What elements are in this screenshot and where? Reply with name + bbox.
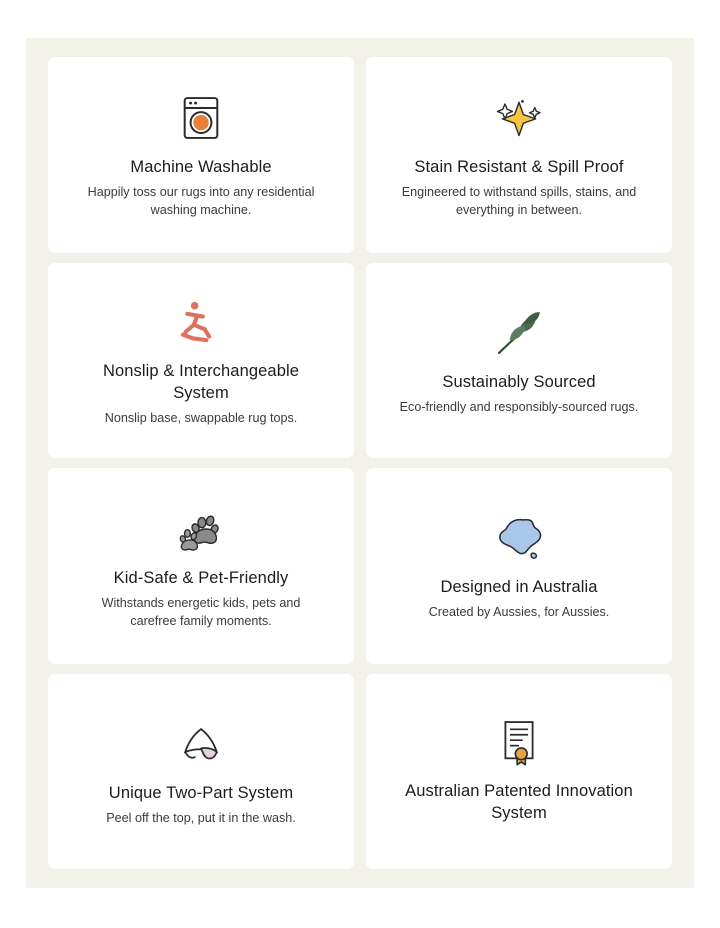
feature-title: Nonslip & Interchangeable System <box>102 362 300 402</box>
feature-title: Machine Washable <box>130 158 272 177</box>
feature-description: Created by Aussies, for Aussies. <box>428 605 610 620</box>
feature-description: Peel off the top, put it in the wash. <box>106 810 296 825</box>
feature-card[interactable] <box>366 468 672 664</box>
feature-title: Stain Resistant & Spill Proof <box>414 158 624 177</box>
slip-hazard-person-icon <box>172 291 230 353</box>
feature-card[interactable] <box>48 468 354 664</box>
leaf-branch-icon <box>488 302 550 364</box>
feature-description: Nonslip base, swappable rug tops. <box>104 410 298 425</box>
patent-certificate-icon <box>490 711 548 773</box>
feature-description: Engineered to withstand spills, stains, and everything in between. <box>401 185 637 218</box>
features-panel <box>26 38 694 888</box>
feature-title: Australian Patented Innovation System <box>405 781 633 822</box>
washing-machine-icon <box>172 87 230 149</box>
peeling-rug-layer-icon <box>166 713 236 775</box>
paw-prints-icon <box>172 498 230 560</box>
feature-description: Withstands energetic kids, pets and carefree family moments. <box>101 596 301 629</box>
feature-card[interactable] <box>48 674 354 870</box>
australia-map-icon <box>488 507 550 569</box>
features-grid <box>48 57 672 869</box>
sparkle-shine-icon <box>484 87 554 149</box>
feature-title: Sustainably Sourced <box>442 372 596 391</box>
feature-description: Eco-friendly and responsibly-sourced rugs. <box>399 399 639 414</box>
feature-card[interactable] <box>366 57 672 253</box>
feature-card[interactable] <box>48 263 354 459</box>
feature-card[interactable] <box>366 263 672 459</box>
feature-title: Unique Two-Part System <box>108 783 294 802</box>
feature-card[interactable] <box>48 57 354 253</box>
feature-card[interactable] <box>366 674 672 870</box>
feature-title: Kid-Safe & Pet-Friendly <box>113 569 289 588</box>
feature-title: Designed in Australia <box>440 578 598 597</box>
feature-description: Happily toss our rugs into any residential washing machine. <box>87 185 315 218</box>
